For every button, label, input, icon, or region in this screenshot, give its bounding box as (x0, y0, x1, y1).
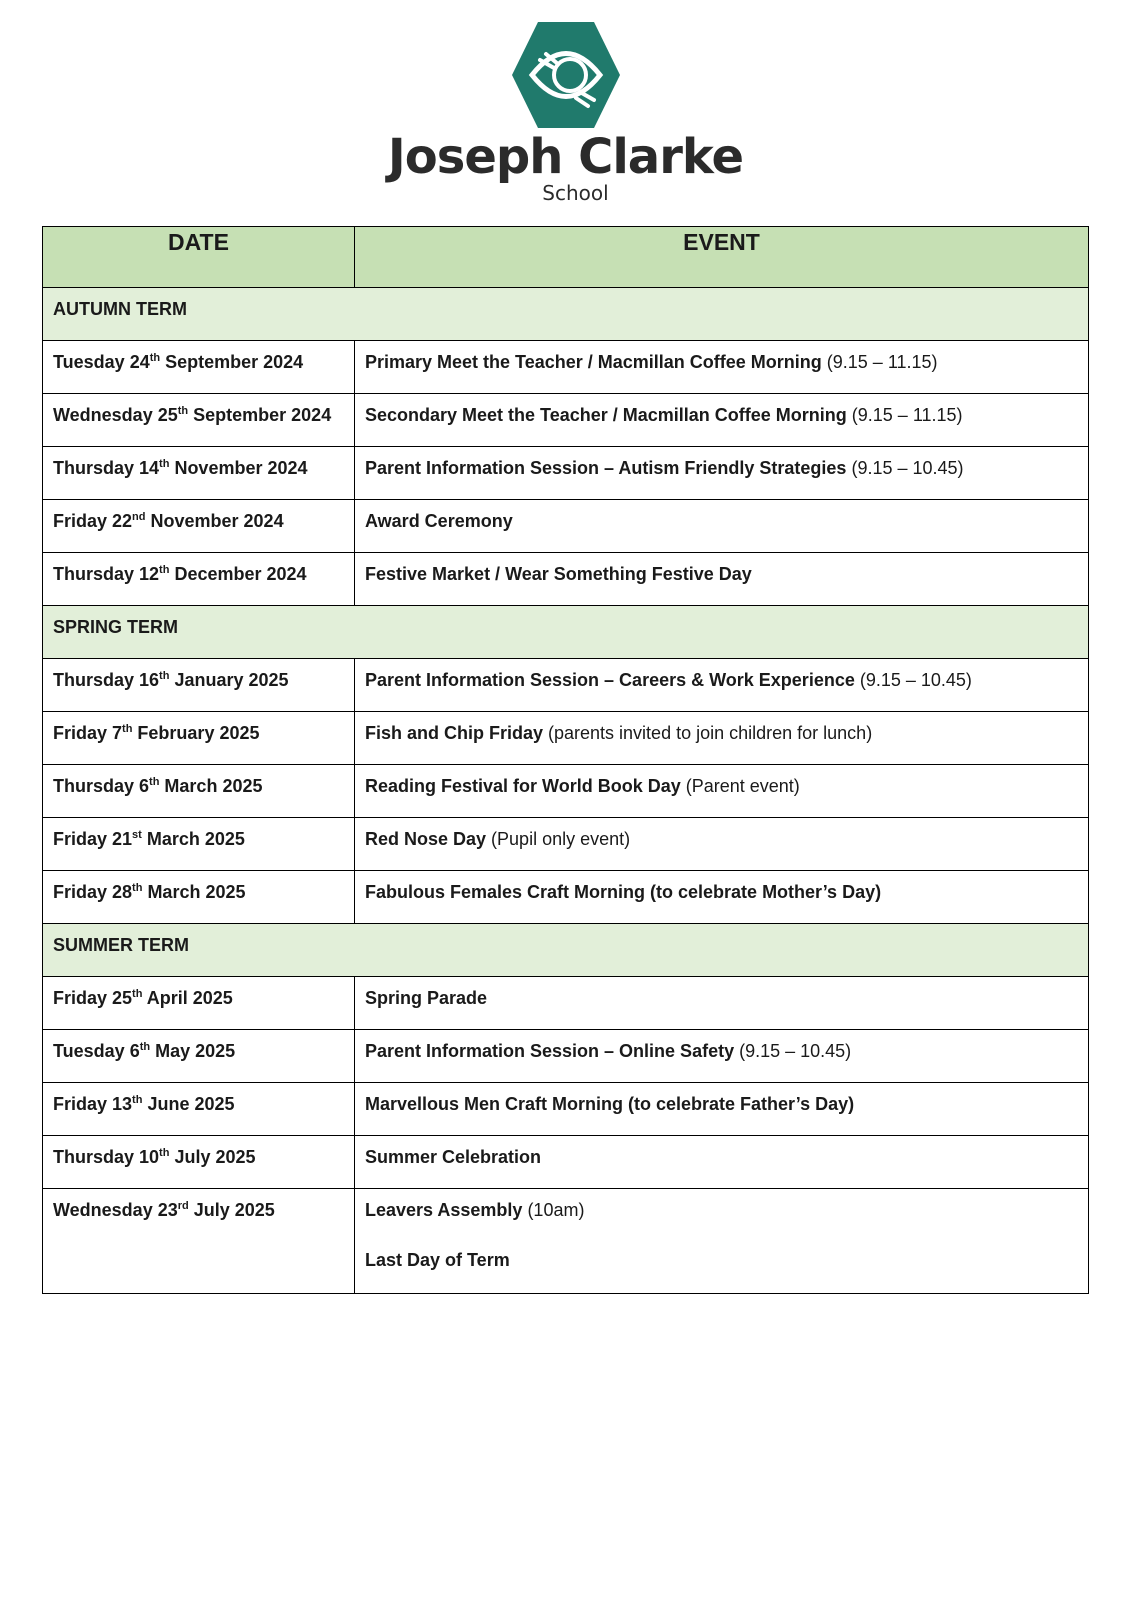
event-title: Award Ceremony (365, 511, 513, 531)
school-subtitle: School (542, 181, 609, 205)
event-date-day: Thursday 6 (53, 776, 150, 796)
table-row (43, 871, 1089, 924)
event-title: Festive Market / Wear Something Festive Day (365, 564, 752, 584)
table-row (43, 553, 1089, 606)
event-date-day: Friday 21 (53, 829, 133, 849)
event-date-rest: November 2024 (145, 511, 284, 531)
event-line (365, 1093, 1078, 1115)
event-description-cell (355, 765, 1089, 818)
event-date-suffix: th (149, 776, 160, 788)
events-calendar-table (42, 226, 1089, 1294)
event-date-cell (43, 818, 355, 871)
event-note: (9.15 – 10.45) (846, 458, 964, 478)
event-date-cell (43, 1189, 355, 1294)
event-date-day: Thursday 10 (53, 1147, 160, 1167)
event-line (365, 351, 1078, 373)
event-date-suffix: th (159, 564, 170, 576)
event-title: Marvellous Men Craft Morning (to celebrate Father’s Day) (365, 1094, 855, 1114)
event-note: (parents invited to join children for lunch) (543, 723, 873, 743)
school-emblem-icon (510, 20, 622, 130)
event-title: Reading Festival for World Book Day (365, 776, 681, 796)
event-date-suffix: st (132, 829, 142, 841)
table-row (43, 659, 1089, 712)
table-row (43, 765, 1089, 818)
event-date-rest: September 2024 (188, 405, 332, 425)
event-description-cell (355, 1030, 1089, 1083)
event-date-cell (43, 1136, 355, 1189)
event-line (365, 775, 1078, 797)
table-row (43, 1030, 1089, 1083)
event-date-rest: January 2025 (169, 670, 289, 690)
event-description-cell (355, 553, 1089, 606)
event-title: Red Nose Day (365, 829, 487, 849)
event-date-suffix: th (122, 723, 133, 735)
event-title: Parent Information Session – Autism Friendly Strategies (365, 458, 847, 478)
event-line (365, 669, 1078, 691)
event-date-cell (43, 977, 355, 1030)
event-description-cell (355, 447, 1089, 500)
event-line (365, 1199, 1078, 1221)
event-title: Secondary Meet the Teacher / Macmillan Coffee Morning (365, 405, 847, 425)
term-heading: SUMMER TERM (43, 924, 1089, 977)
event-date-rest: March 2025 (159, 776, 263, 796)
event-date-cell (43, 659, 355, 712)
event-description-cell (355, 659, 1089, 712)
table-row (43, 1189, 1089, 1294)
event-date-day: Tuesday 24 (53, 352, 150, 372)
table-header-row (43, 227, 1089, 288)
term-heading-row (43, 924, 1089, 977)
school-logo (0, 20, 1131, 210)
event-date-cell (43, 500, 355, 553)
term-heading: AUTUMN TERM (43, 288, 1089, 341)
event-date-cell (43, 394, 355, 447)
event-date-day: Tuesday 6 (53, 1041, 140, 1061)
event-line (365, 563, 1078, 585)
event-date-rest: May 2025 (150, 1041, 236, 1061)
event-note: (9.15 – 11.15) (846, 405, 963, 425)
table-row (43, 1083, 1089, 1136)
event-description-cell (355, 977, 1089, 1030)
event-date-day: Friday 13 (53, 1094, 133, 1114)
event-date-cell (43, 553, 355, 606)
table-row (43, 500, 1089, 553)
event-line (365, 404, 1078, 426)
event-note: (9.15 – 10.45) (734, 1041, 852, 1061)
event-date-suffix: rd (177, 1200, 189, 1212)
table-row (43, 447, 1089, 500)
event-title: Parent Information Session – Online Safety (365, 1041, 735, 1061)
event-date-cell (43, 341, 355, 394)
event-line (365, 457, 1078, 479)
event-date-rest: February 2025 (132, 723, 260, 743)
event-date-cell (43, 765, 355, 818)
event-date-suffix: th (132, 882, 143, 894)
event-date-rest: July 2025 (188, 1200, 275, 1220)
calendar-body (43, 288, 1089, 1294)
event-date-rest: April 2025 (142, 988, 233, 1008)
event-date-day: Wednesday 25 (53, 405, 178, 425)
event-description-cell (355, 871, 1089, 924)
event-description-cell (355, 1189, 1089, 1294)
term-heading-row (43, 606, 1089, 659)
event-date-suffix: th (159, 1147, 170, 1159)
event-date-day: Friday 22 (53, 511, 133, 531)
event-date-cell (43, 712, 355, 765)
event-title: Fish and Chip Friday (365, 723, 544, 743)
event-note: (9.15 – 11.15) (821, 352, 938, 372)
event-date-day: Wednesday 23 (53, 1200, 178, 1220)
event-line (365, 1040, 1078, 1062)
event-date-day: Friday 28 (53, 882, 133, 902)
event-description-cell (355, 500, 1089, 553)
table-row (43, 712, 1089, 765)
term-heading-row (43, 288, 1089, 341)
event-date-rest: September 2024 (160, 352, 304, 372)
event-date-day: Thursday 12 (53, 564, 160, 584)
event-description-cell (355, 1083, 1089, 1136)
event-title: Leavers Assembly (365, 1200, 523, 1220)
event-column-header: EVENT (355, 227, 1089, 288)
table-row (43, 977, 1089, 1030)
event-date-cell (43, 1083, 355, 1136)
event-line (365, 510, 1078, 532)
event-date-day: Friday 7 (53, 723, 123, 743)
event-line (365, 828, 1078, 850)
event-date-suffix: th (149, 352, 161, 364)
table-row (43, 818, 1089, 871)
event-date-suffix: th (159, 458, 170, 470)
date-column-header: DATE (43, 227, 355, 288)
event-date-suffix: nd (132, 511, 146, 523)
event-line (365, 722, 1078, 744)
event-description-cell (355, 818, 1089, 871)
event-date-rest: December 2024 (169, 564, 307, 584)
term-heading: SPRING TERM (43, 606, 1089, 659)
event-date-suffix: th (132, 988, 143, 1000)
event-note: (Pupil only event) (486, 829, 631, 849)
event-note: (Parent event) (680, 776, 800, 796)
event-date-day: Thursday 16 (53, 670, 160, 690)
event-title: Parent Information Session – Careers & Work Experience (365, 670, 855, 690)
event-date-suffix: th (139, 1041, 151, 1053)
event-date-rest: June 2025 (142, 1094, 235, 1114)
event-title: Spring Parade (365, 988, 488, 1008)
event-date-day: Thursday 14 (53, 458, 160, 478)
event-date-suffix: th (159, 670, 170, 682)
event-title-secondary: Last Day of Term (365, 1250, 510, 1270)
event-line (365, 987, 1078, 1009)
event-date-rest: March 2025 (142, 882, 246, 902)
event-title: Fabulous Females Craft Morning (to celebrate Mother’s Day) (365, 882, 882, 902)
event-date-suffix: th (177, 405, 189, 417)
event-description-cell (355, 341, 1089, 394)
table-row (43, 341, 1089, 394)
event-date-rest: July 2025 (169, 1147, 256, 1167)
event-note: (10am) (522, 1200, 585, 1220)
event-date-day: Friday 25 (53, 988, 133, 1008)
event-description-cell (355, 712, 1089, 765)
table-row (43, 394, 1089, 447)
event-description-cell (355, 394, 1089, 447)
event-date-cell (43, 1030, 355, 1083)
event-title: Summer Celebration (365, 1147, 542, 1167)
event-title: Primary Meet the Teacher / Macmillan Coffee Morning (365, 352, 822, 372)
event-date-rest: March 2025 (141, 829, 245, 849)
event-date-cell (43, 871, 355, 924)
event-description-cell (355, 1136, 1089, 1189)
event-date-cell (43, 447, 355, 500)
event-line (365, 881, 1078, 903)
table-row (43, 1136, 1089, 1189)
event-note: (9.15 – 10.45) (854, 670, 972, 690)
event-date-suffix: th (132, 1094, 143, 1106)
event-line (365, 1146, 1078, 1168)
event-date-rest: November 2024 (169, 458, 308, 478)
school-name: Joseph Clarke (387, 129, 744, 185)
